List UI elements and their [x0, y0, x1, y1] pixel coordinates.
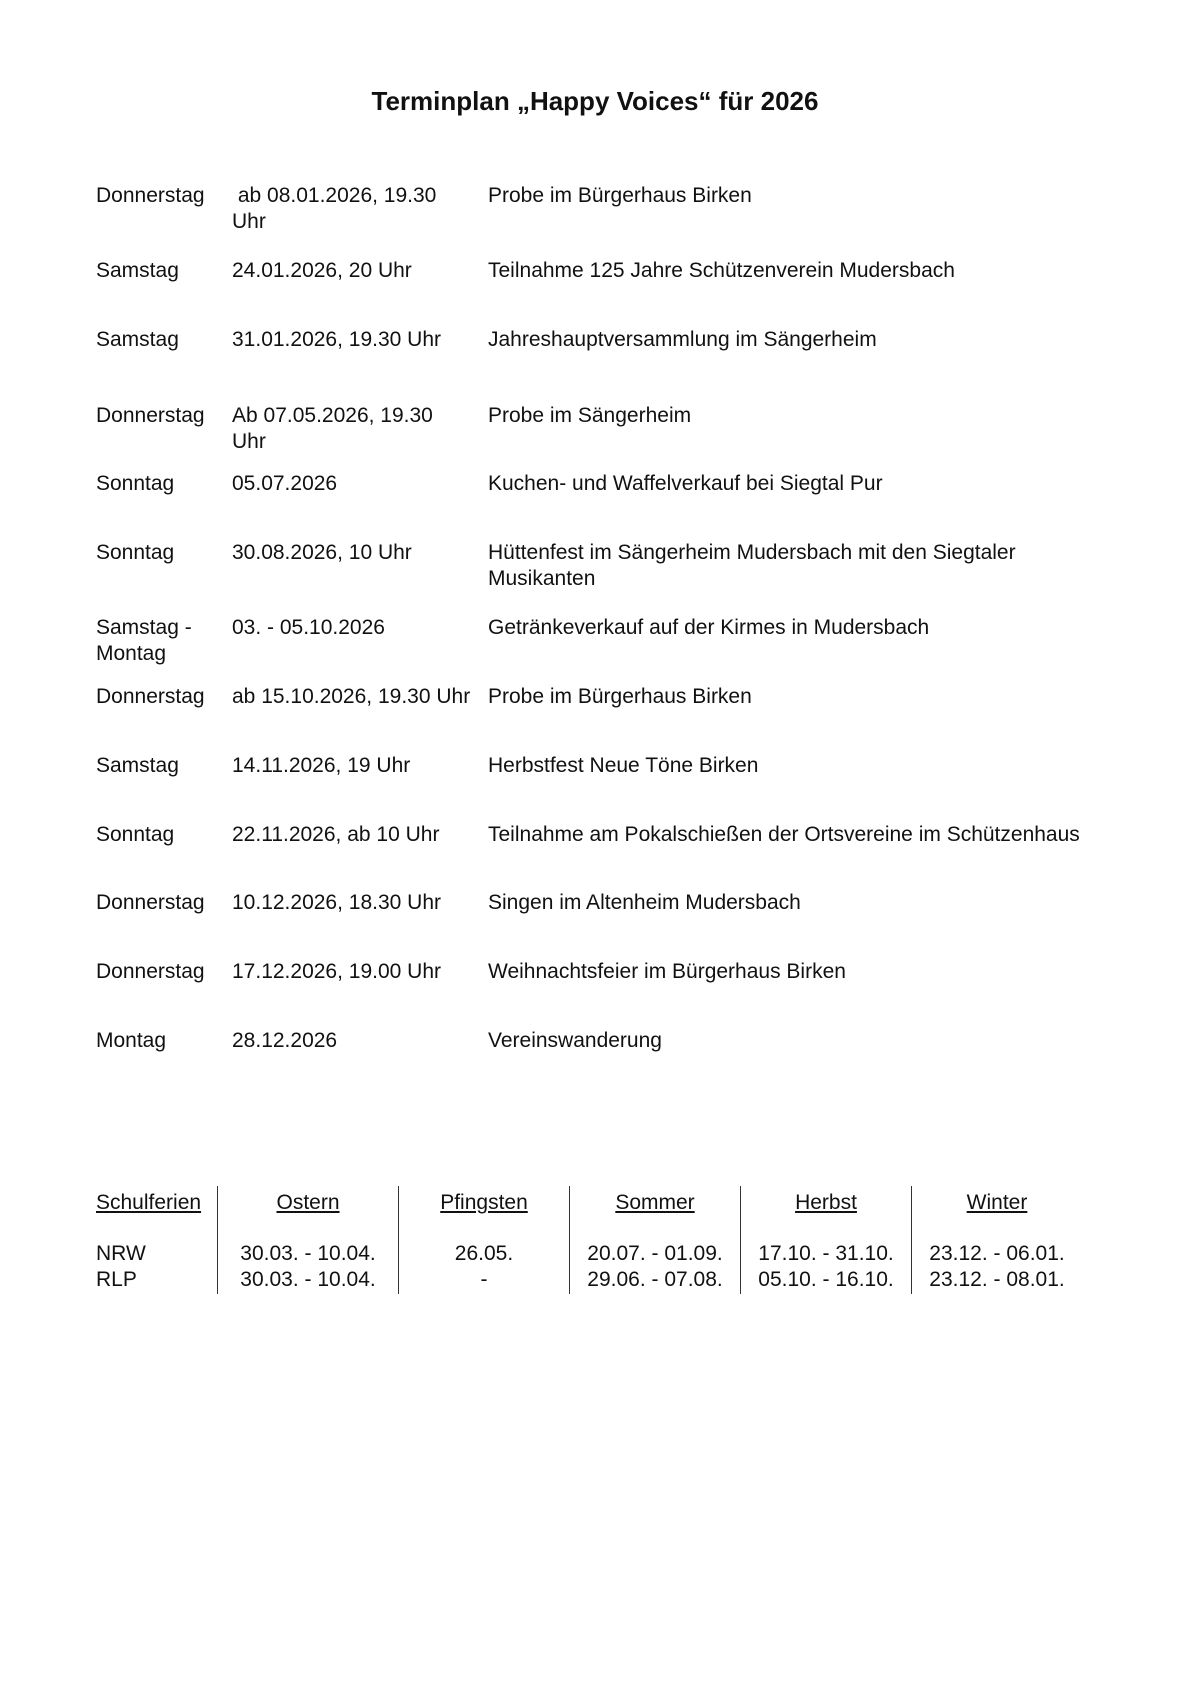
nrw-dates: 26.05. [454, 1242, 514, 1265]
event-description: Weihnachtsfeier im Bürgerhaus Birken [488, 960, 846, 983]
rlp-dates: 23.12. - 08.01. [929, 1268, 1065, 1291]
page-title: Terminplan „Happy Voices“ für 2026 [371, 86, 819, 116]
event-date: 03. - 05.10.2026 [232, 616, 385, 639]
event-day: Sonntag [96, 472, 175, 495]
event-date: 05.07.2026 [232, 472, 338, 495]
event-day: Donnerstag [96, 960, 205, 983]
holidays-column-sommer [569, 1186, 740, 1294]
nrw-dates: 23.12. - 06.01. [929, 1242, 1065, 1265]
rlp-dates: 29.06. - 07.08. [587, 1268, 723, 1291]
event-day: Sonntag [96, 541, 175, 564]
column-header: Ostern [276, 1191, 340, 1214]
event-day: Donnerstag [96, 404, 205, 427]
holidays-label-column [96, 1186, 216, 1294]
event-date: 17.12.2026, 19.00 Uhr [232, 960, 441, 983]
event-description: Probe im Bürgerhaus Birken [488, 184, 752, 207]
holidays-column-ostern [217, 1186, 398, 1294]
event-date: Ab 07.05.2026, 19.30 Uhr [232, 404, 433, 453]
event-description: Singen im Altenheim Mudersbach [488, 891, 801, 914]
event-day: Samstag [96, 259, 179, 282]
event-description: Getränkeverkauf auf der Kirmes in Mudersbach [488, 616, 930, 639]
event-day: Donnerstag [96, 891, 205, 914]
event-day: Montag [96, 1029, 167, 1052]
rlp-dates: 05.10. - 16.10. [758, 1268, 894, 1291]
event-description: Teilnahme 125 Jahre Schützenverein Mudersbach [488, 259, 955, 282]
column-header: Herbst [795, 1191, 857, 1214]
event-day: Donnerstag [96, 184, 205, 207]
event-description: Probe im Bürgerhaus Birken [488, 685, 752, 708]
event-description: Vereinswanderung [488, 1029, 662, 1052]
rlp-dates: 30.03. - 10.04. [240, 1268, 376, 1291]
event-day: Sonntag [96, 823, 175, 846]
holidays-column-winter [911, 1186, 1082, 1294]
event-description: Hüttenfest im Sängerheim Mudersbach mit den Siegtaler Musikanten [488, 541, 1016, 590]
rlp-dates: - [480, 1268, 488, 1291]
column-header: Sommer [615, 1191, 695, 1214]
holidays-column-pfingsten [398, 1186, 569, 1294]
school-holidays-table [96, 1186, 1086, 1294]
event-description: Teilnahme am Pokalschießen der Ortsvereine im Schützenhaus [488, 823, 1080, 846]
region-rlp: RLP [96, 1268, 137, 1291]
event-date: ab 15.10.2026, 19.30 Uhr [232, 685, 471, 708]
event-date: 31.01.2026, 19.30 Uhr [232, 328, 441, 351]
event-description: Jahreshauptversammlung im Sängerheim [488, 328, 877, 351]
event-description: Probe im Sängerheim [488, 404, 692, 427]
nrw-dates: 20.07. - 01.09. [587, 1242, 723, 1265]
holidays-label: Schulferien [96, 1191, 202, 1214]
event-date: 30.08.2026, 10 Uhr [232, 541, 412, 564]
event-date: 22.11.2026, ab 10 Uhr [232, 823, 440, 846]
event-date: ab 08.01.2026, 19.30 Uhr [232, 184, 443, 233]
event-day: Samstag [96, 328, 179, 351]
holidays-column-herbst [740, 1186, 911, 1294]
event-day: Samstag [96, 754, 179, 777]
event-date: 10.12.2026, 18.30 Uhr [232, 891, 441, 914]
region-nrw: NRW [96, 1242, 146, 1265]
event-day: Donnerstag [96, 685, 205, 708]
event-description: Kuchen- und Waffelverkauf bei Siegtal Pur [488, 472, 883, 495]
column-header: Winter [966, 1191, 1028, 1214]
event-date: 28.12.2026 [232, 1029, 338, 1052]
event-date: 24.01.2026, 20 Uhr [232, 259, 412, 282]
event-date: 14.11.2026, 19 Uhr [232, 754, 411, 777]
column-header: Pfingsten [440, 1191, 528, 1214]
nrw-dates: 17.10. - 31.10. [758, 1242, 894, 1265]
event-description: Herbstfest Neue Töne Birken [488, 754, 759, 777]
event-day: Samstag - Montag [96, 616, 192, 665]
nrw-dates: 30.03. - 10.04. [240, 1242, 376, 1265]
